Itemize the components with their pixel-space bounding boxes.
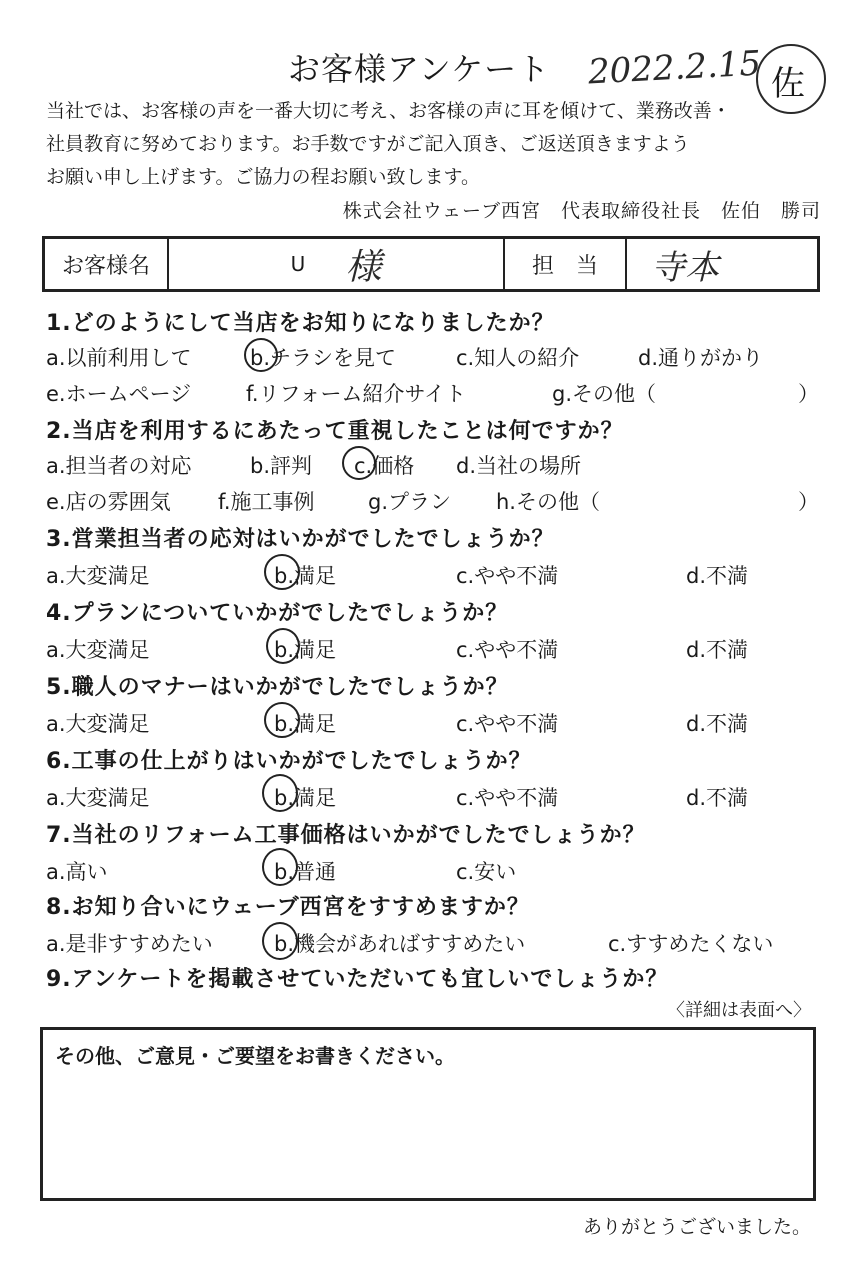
q1-option-a[interactable]: a.以前利用して bbox=[46, 346, 192, 370]
q4-option-a[interactable]: a.大変満足 bbox=[46, 638, 150, 662]
q4-option-c[interactable]: c.やや不満 bbox=[456, 638, 559, 662]
seal-char: 佐 bbox=[771, 64, 805, 104]
comment-label: その他、ご意見・ご要望をお書きください。 bbox=[55, 1044, 455, 1068]
intro-line-2: 社員教育に努めております。お手数ですがご記入頂き、ご返送頂きますよう bbox=[46, 133, 690, 155]
q7-option-b[interactable]: b.普通 bbox=[274, 860, 337, 884]
q7-option-a[interactable]: a.高い bbox=[46, 860, 108, 884]
q5-option-d[interactable]: d.不満 bbox=[686, 712, 749, 736]
customer-honorific: 様 bbox=[345, 246, 382, 288]
question-4: 4.プランについていかがでしたでしょうか？ bbox=[46, 601, 509, 626]
customer-info-box bbox=[42, 236, 820, 292]
q4-option-b[interactable]: b.満足 bbox=[274, 638, 337, 662]
customer-name-value: U bbox=[290, 252, 306, 276]
staff-name-value: 寺本 bbox=[651, 247, 719, 288]
q1-selection-circle bbox=[244, 338, 278, 372]
question-7: 7.当社のリフォーム工事価格はいかがでしたでしょうか？ bbox=[46, 823, 646, 848]
q3-option-b[interactable]: b.満足 bbox=[274, 564, 337, 588]
q3-option-d[interactable]: d.不満 bbox=[686, 564, 749, 588]
q8-option-c[interactable]: c.すすめたくない bbox=[608, 932, 774, 956]
q6-option-a[interactable]: a.大変満足 bbox=[46, 786, 150, 810]
page-title: お客様アンケート bbox=[288, 50, 551, 88]
q1-option-b[interactable]: b.チラシを見て bbox=[250, 346, 397, 370]
q8-option-a[interactable]: a.是非すすめたい bbox=[46, 932, 213, 956]
q1-other-close: ） bbox=[798, 382, 819, 406]
question-6: 6.工事の仕上がりはいかがでしたでしょうか？ bbox=[46, 749, 532, 774]
question-8: 8.お知り合いにウェーブ西宮をすすめますか？ bbox=[46, 895, 530, 920]
q6-option-c[interactable]: c.やや不満 bbox=[456, 786, 559, 810]
q3-option-a[interactable]: a.大変満足 bbox=[46, 564, 150, 588]
q6-option-d[interactable]: d.不満 bbox=[686, 786, 749, 810]
q3-selection-circle bbox=[264, 554, 300, 590]
q2-option-d[interactable]: d.当社の場所 bbox=[456, 454, 582, 478]
q2-option-g[interactable]: g.プラン bbox=[368, 490, 452, 514]
question-9: 9.アンケートを掲載させていただいても宜しいでしょうか？ bbox=[46, 967, 669, 992]
customer-name-label: お客様名 bbox=[61, 253, 150, 279]
question-2: 2.当店を利用するにあたって重視したことは何ですか？ bbox=[46, 419, 624, 444]
q5-selection-circle bbox=[264, 702, 300, 738]
q8-selection-circle bbox=[262, 922, 298, 960]
q5-option-b[interactable]: b.満足 bbox=[274, 712, 337, 736]
q3-option-c[interactable]: c.やや不満 bbox=[456, 564, 559, 588]
q4-selection-circle bbox=[266, 628, 300, 664]
q6-option-b[interactable]: b.満足 bbox=[274, 786, 337, 810]
q7-option-c[interactable]: c.安い bbox=[456, 860, 517, 884]
seal-stamp bbox=[756, 44, 826, 114]
question-3: 3.営業担当者の応対はいかがでしたでしょうか？ bbox=[46, 527, 555, 552]
intro-line-1: 当社では、お客様の声を一番大切に考え、お客様の声に耳を傾けて、業務改善・ bbox=[46, 100, 731, 122]
intro-line-3: お願い申し上げます。ご協力の程お願い致します。 bbox=[46, 166, 480, 188]
q1-option-g[interactable]: g.その他（ bbox=[552, 382, 657, 406]
q1-option-f[interactable]: f.リフォーム紹介サイト bbox=[246, 382, 467, 406]
staff-label-cell bbox=[505, 239, 627, 289]
q5-option-a[interactable]: a.大変満足 bbox=[46, 712, 150, 736]
q2-option-h[interactable]: h.その他（ bbox=[496, 490, 600, 514]
q2-option-f[interactable]: f.施工事例 bbox=[218, 490, 315, 514]
q2-option-a[interactable]: a.担当者の対応 bbox=[46, 454, 192, 478]
q2-option-b[interactable]: b.評判 bbox=[250, 454, 313, 478]
comment-box[interactable] bbox=[40, 1027, 816, 1201]
q1-option-c[interactable]: c.知人の紹介 bbox=[456, 346, 580, 370]
q2-option-e[interactable]: e.店の雰囲気 bbox=[46, 490, 171, 514]
q6-selection-circle bbox=[262, 774, 298, 812]
q2-selection-circle bbox=[342, 446, 376, 480]
question-1: 1.どのようにして当店をお知りになりましたか？ bbox=[46, 311, 555, 336]
q4-option-d[interactable]: d.不満 bbox=[686, 638, 749, 662]
q1-option-d[interactable]: d.通りがかり bbox=[638, 346, 764, 370]
q2-other-close: ） bbox=[798, 490, 819, 514]
detail-note: 〈詳細は表面へ〉 bbox=[667, 1000, 811, 1021]
customer-name-label-cell bbox=[45, 239, 169, 289]
staff-name-field[interactable] bbox=[627, 239, 817, 289]
q7-selection-circle bbox=[262, 848, 298, 886]
handwritten-date: 2022.2.15 bbox=[587, 43, 762, 93]
q1-option-e[interactable]: e.ホームページ bbox=[46, 382, 192, 406]
question-5: 5.職人のマナーはいかがでしたでしょうか？ bbox=[46, 675, 509, 700]
company-signature: 株式会社ウェーブ西宮 代表取締役社長 佐伯 勝司 bbox=[342, 200, 821, 222]
customer-name-field[interactable] bbox=[169, 239, 505, 289]
q8-option-b[interactable]: b.機会があればすすめたい bbox=[274, 932, 526, 956]
closing-message: ありがとうございました。 bbox=[582, 1216, 811, 1238]
staff-label: 担 当 bbox=[531, 253, 598, 279]
q2-option-c[interactable]: c.価格 bbox=[354, 454, 415, 478]
q5-option-c[interactable]: c.やや不満 bbox=[456, 712, 559, 736]
